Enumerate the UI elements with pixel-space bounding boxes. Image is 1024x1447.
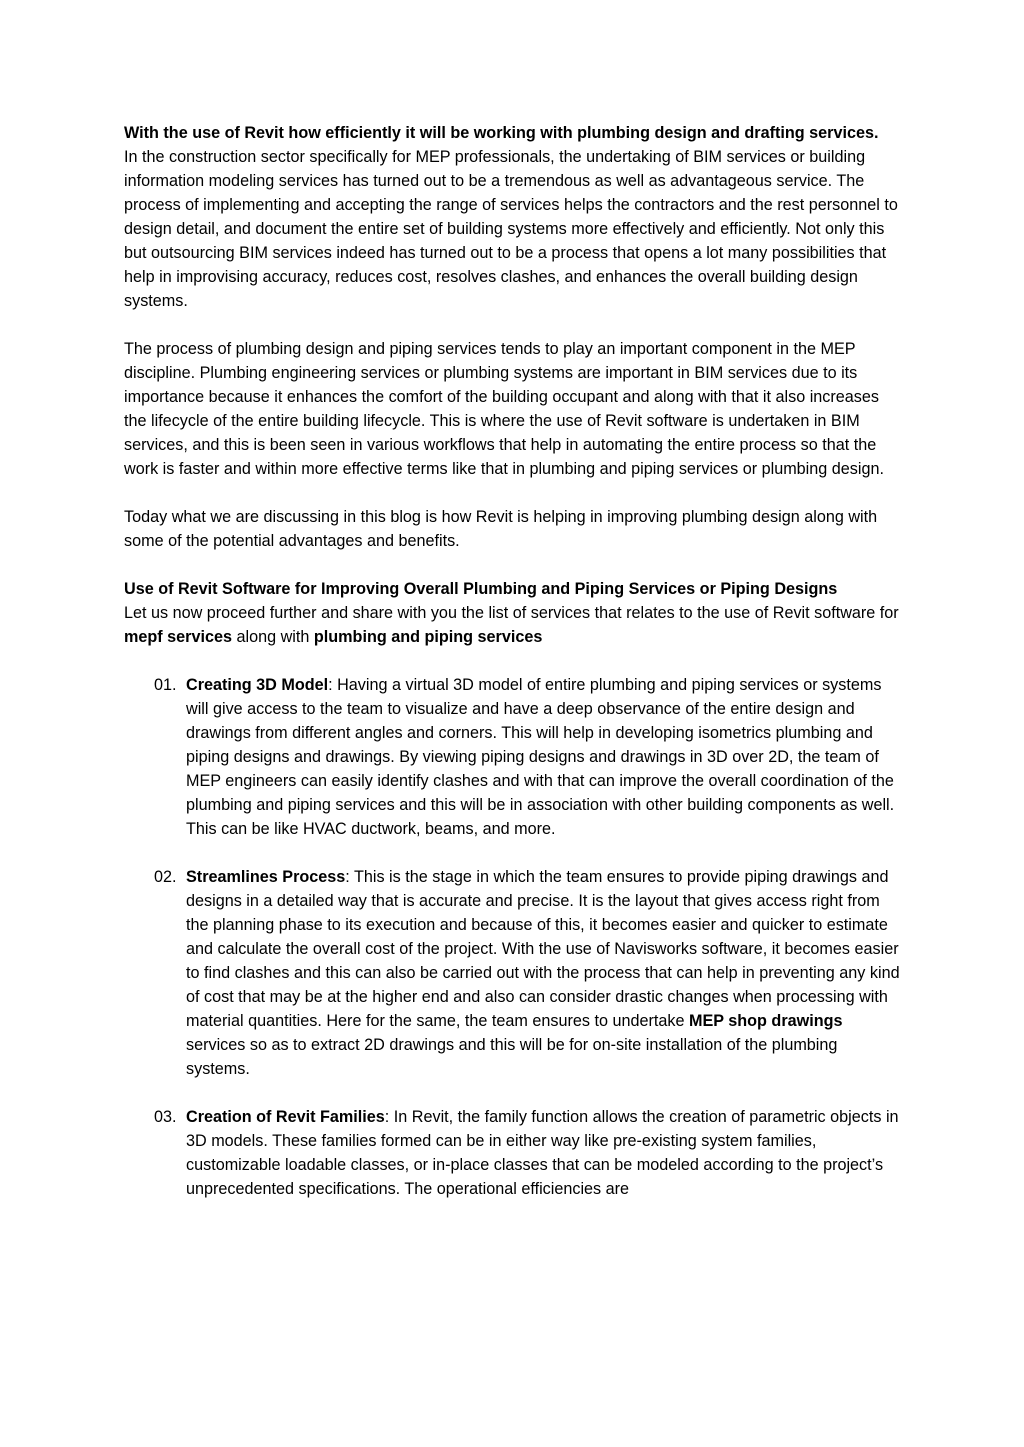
list-item-text: : This is the stage in which the team ensures to provide piping drawings and designs in a detailed way that is accurate and precise. It is the layout that gives access right from the planning phase to its execution and because of this, it becomes easier and quicker to estimate and calculate the overall cost of the project. With the use of Navisworks software, it becomes easier to find clashes and this can also be carried out with the process that can help in preventing any kind of cost that may be at the higher end and also can consider drastic changes when processing with material quantities. Here for the same, the team ensures to undertake [186, 868, 900, 1030]
plumbing-piping-bold: plumbing and piping services [313, 628, 543, 646]
list-item-number: 01. [154, 676, 177, 694]
section-heading-revit-plumbing: With the use of Revit how efficiently it will be working with plumbing design and drafting services. [124, 124, 879, 142]
document-page [124, 121, 904, 1225]
list-item-text: services so as to extract 2D drawings and this will be for on-site installation of the plumbing systems. [186, 1036, 838, 1078]
services-intro-paragraph [124, 601, 904, 649]
list-item-text: : In Revit, the family function allows the creation of parametric objects in 3D models. These families formed can be in either way like pre-existing system families, customizable loadable classes, or in-place classes that can be modeled according to the project’s unprecedented specifications. The operational efficiencies are [186, 1108, 899, 1198]
paragraph-gap [124, 649, 904, 673]
blog-topic-paragraph: Today what we are discussing in this blog is how Revit is helping in improving plumbing design along with some of the potential advantages and benefits. [124, 508, 878, 550]
mep-shop-drawings-bold: MEP shop drawings [688, 1012, 843, 1030]
list-item-title: Creating 3D Model [186, 676, 329, 694]
list-item-title: Creation of Revit Families [186, 1108, 385, 1126]
list-item [124, 865, 904, 1081]
intro-paragraph: In the construction sector specifically for MEP professionals, the undertaking of BIM services or building information modeling services has turned out to be a tremendous as well as advantageous service. The process of implementing and accepting the range of services helps the contractors and the rest personnel to design detail, and document the entire set of building systems more effectively and efficiently. Not only this but outsourcing BIM services indeed has turned out to be a process that opens a lot many possibilities that help in improvising accuracy, reduces cost, resolves clashes, and enhances the overall building design systems. [124, 148, 898, 310]
intro-text: along with [232, 628, 314, 646]
intro-text: Let us now proceed further and share with you the list of services that relates to the use of Revit software for [124, 604, 899, 622]
list-item [124, 673, 904, 841]
list-item-text: : Having a virtual 3D model of entire plumbing and piping services or systems will give access to the team to visualize and have a deep observance of the entire design and drawings from different angles and corners. This will help in developing isometrics plumbing and piping designs and drawings. By viewing piping designs and drawings in 3D over 2D, the team of MEP engineers can easily identify clashes and with that can improve the overall coordination of the plumbing and piping services and this will be in association with other building components as well. This can be like HVAC ductwork, beams, and more. [186, 676, 895, 838]
list-item-number: 03. [154, 1108, 177, 1126]
list-item [124, 1105, 904, 1201]
plumbing-design-paragraph: The process of plumbing design and piping services tends to play an important component in the MEP discipline. Plumbing engineering services or plumbing systems are important in BIM services due to its importance because it enhances the comfort of the building occupant and along with that it also increases the lifecycle of the entire building lifecycle. This is where the use of Revit software is undertaken in BIM services, and this is been seen in various workflows that help in automating the entire process so that the work is faster and within more effective terms like that in plumbing and piping services or plumbing design. [124, 340, 884, 478]
section-heading-revit-software: Use of Revit Software for Improving Overall Plumbing and Piping Services or Piping Designs [124, 580, 838, 598]
paragraph-gap [124, 481, 904, 505]
paragraph-gap [124, 313, 904, 337]
paragraph-gap [124, 553, 904, 577]
services-list [124, 673, 904, 1201]
list-item-title: Streamlines Process [186, 868, 346, 886]
list-item-number: 02. [154, 868, 177, 886]
mepf-services-bold: mepf services [124, 628, 232, 646]
